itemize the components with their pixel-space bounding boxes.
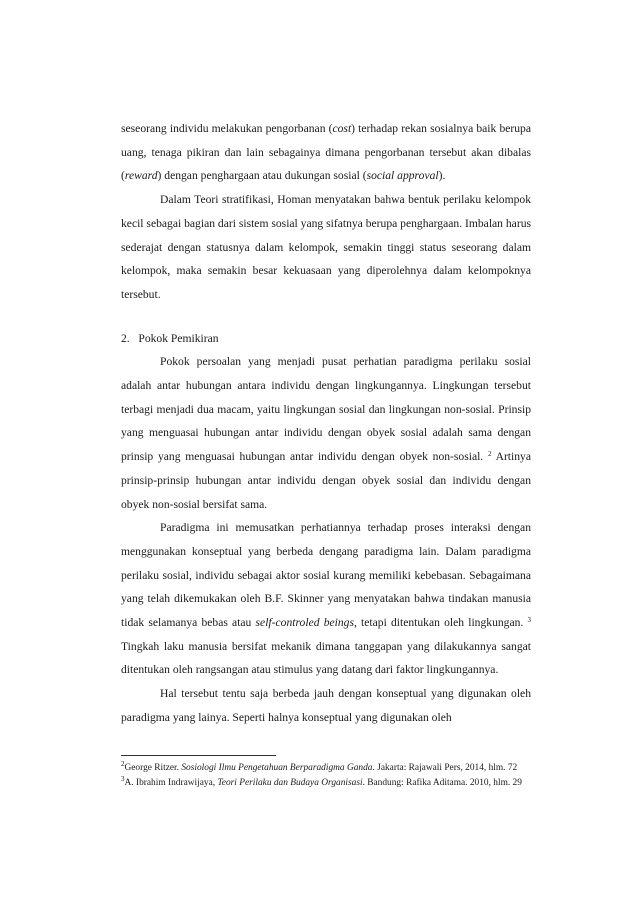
text-run: seseorang individu melakukan pengorbanan ( [121, 122, 333, 135]
paragraph-2: Dalam Teori stratifikasi, Homan menyatakan bahwa bentuk perilaku kelompok kecil sebagai bagian dari sistem sosial yang sifatnya berupa penghargaan. Imbalan harus sederajat dengan statusnya dalam kelompok, semakin tinggi status seseorang dalam kelompok, maka semakin besar kekuasaan yang diperolehnya dalam kelompoknya tersebut. [121, 193, 531, 301]
footnote-number: 2 [121, 760, 125, 768]
body-text [121, 117, 531, 730]
paragraph-1 [121, 117, 531, 188]
text-run: Artinya prinsip-prinsip hubungan antar individu dengan obyek sosial dan individu dengan obyek non-sosial bersifat sama. [121, 450, 531, 511]
text-run: Tingkah laku manusia bersifat mekanik dimana tanggapan yang dilakukannya sangat ditentukan oleh rangsangan atau stimulus yang datang dari faktor lingkungannya. [121, 639, 531, 677]
paragraph-3 [121, 350, 531, 516]
paragraph-4 [121, 516, 531, 682]
text-run: ) dengan penghargaan atau dukungan sosial ( [157, 169, 367, 183]
paragraph-5: Hal tersebut tentu saja berbeda jauh dengan konseptual yang digunakan oleh paradigma yang lainya. Seperti halnya konseptual yang digunakan oleh [121, 687, 531, 724]
italic-term-reward: reward [124, 169, 158, 183]
footnote-publisher: . Jakarta: Rajawali Pers, 2014, hlm. 72 [372, 763, 518, 773]
text-run: ). [438, 169, 446, 183]
footnote-publisher: . Bandung: Rafika Aditama. 2010, hlm. 29 [362, 778, 522, 789]
italic-term-social-approval: social approval [366, 169, 439, 183]
italic-term-cost: cost [332, 122, 352, 135]
footnote-number: 3 [121, 775, 125, 784]
section-heading: 2. Pokok Pemikiran [121, 331, 219, 345]
footnote-ref-3[interactable]: 3 [527, 616, 531, 625]
footnote-3 [121, 776, 531, 791]
footnote-divider [121, 755, 276, 756]
footnote-2 [121, 761, 531, 776]
footnote-author: George Ritzer. [124, 763, 182, 773]
text-run: Paradigma ini memusatkan perhatiannya terhadap proses interaksi dengan menggunakan konseptual yang berbeda dengang paradigma lain. Dalam paradigma perilaku sosial, individu sebagai aktor sosial kurang memiliki kebebasan. Sebagaimana yang telah dikemukakan oleh B.F. Skinner yang menyatakan bahwa tindakan manusia tidak selamanya bebas atau [121, 521, 531, 630]
text-run: Pokok persoalan yang menjadi pusat perhatian paradigma perilaku sosial adalah antar hubungan antara individu dengan lingkungannya. Lingkungan tersebut terbagi menjadi dua macam, yaitu lingkungan sosial dan lingkungan non-sosial. Prinsip yang menguasai hubungan antar individu dengan obyek sosial adalah sama dengan prinsip yang menguasai hubungan antar individu dengan obyek non-sosial. [121, 355, 531, 464]
text-run: , tetapi ditentukan oleh lingkungan. [353, 616, 524, 630]
footnote-title: Sosiologi Ilmu Pengetahuan Berparadigma Ganda [181, 763, 373, 773]
text-run: ) terhadap rekan sosialnya baik berupa uang, tenaga pikiran dan lain sebagainya dimana pengorbanan tersebut akan dibalas ( [121, 122, 531, 183]
footnote-author: A. Ibrahim Indrawijaya, [124, 778, 218, 789]
footnote-title: Teori Perilaku dan Budaya Organisasi [217, 778, 363, 789]
italic-term-self-controled: self-controled beings [255, 616, 354, 630]
footnote-ref-2[interactable]: 2 [487, 450, 492, 459]
footnotes [121, 761, 531, 791]
